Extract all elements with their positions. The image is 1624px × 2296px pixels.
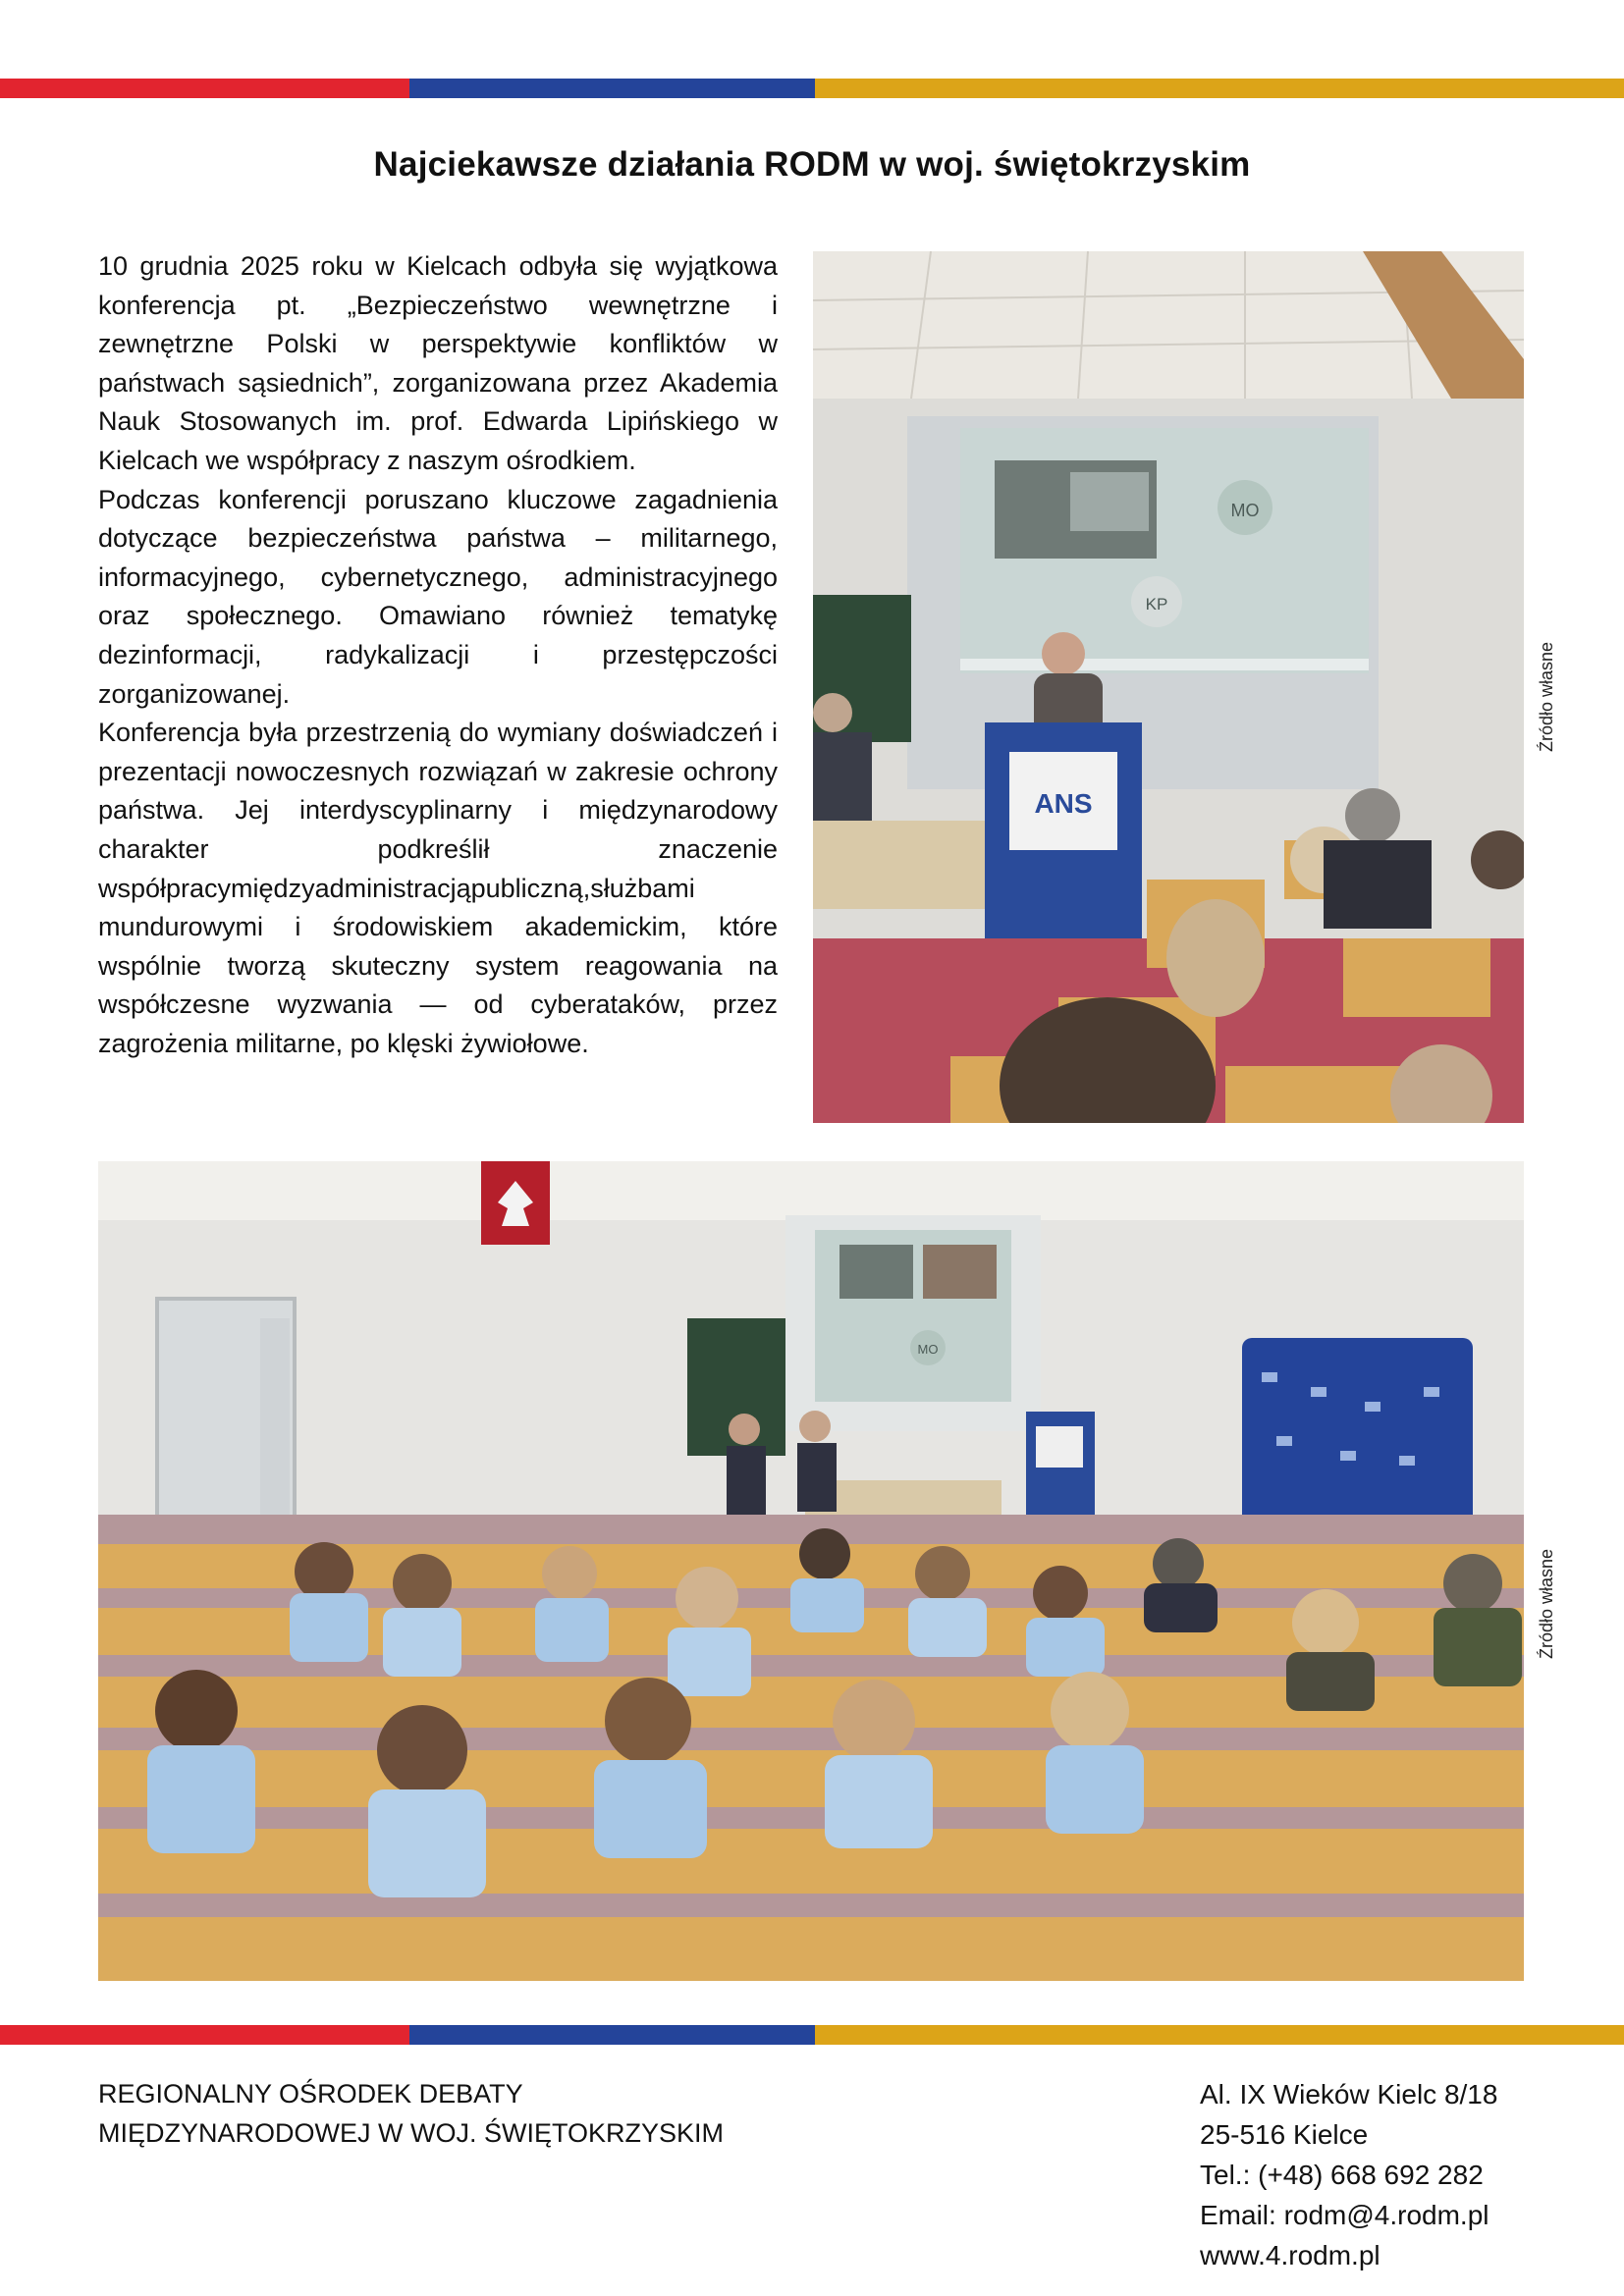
footer-contact (1200, 2074, 1497, 2275)
stripe-gold (815, 79, 1624, 98)
paragraph-2: Podczas konferencji poruszano kluczowe zagadnienia dotyczące bezpieczeństwa państwa – militarnego, informacyjnego, cybernetycznego, administracyjnego oraz społecznego. Omawiano również tematykę dezinformacji, radykalizacji i przestępczości zorganizowanej. (98, 484, 778, 709)
auditorium-screen-initials: MO (917, 1342, 939, 1357)
photo-credit-2: Źródło własne (1537, 1548, 1556, 1659)
org-name-line-1: REGIONALNY OŚRODEK DEBATY (98, 2079, 523, 2109)
contact-email[interactable]: Email: rodm@4.rodm.pl (1200, 2200, 1489, 2230)
stripe-blue (409, 79, 815, 98)
contact-website[interactable]: www.4.rodm.pl (1200, 2240, 1380, 2270)
screen-initials-mo: MO (1230, 501, 1260, 520)
speaker-photo-illustration (813, 251, 1524, 1123)
page-title: Najciekawsze działania RODM w woj. świętokrzyskim (373, 145, 1251, 184)
contact-address: Al. IX Wieków Kielc 8/18 (1200, 2079, 1498, 2109)
contact-phone: Tel.: (+48) 668 692 282 (1200, 2160, 1484, 2190)
photo-credit-1: Źródło własne (1537, 641, 1556, 752)
podium-logo-text: ANS (1034, 788, 1093, 819)
org-name-line-2: MIĘDZYNARODOWEJ W WOJ. ŚWIĘTOKRZYSKIM (98, 2118, 725, 2148)
contact-city: 25-516 Kielce (1200, 2119, 1369, 2150)
screen-initials-kp: KP (1145, 595, 1168, 614)
stripe-red (0, 79, 409, 98)
conference-speaker-photo (813, 251, 1524, 1123)
stripe-red (0, 2025, 409, 2045)
top-color-stripe (0, 79, 1624, 98)
paragraph-1: 10 grudnia 2025 roku w Kielcach odbyła się wyjątkowa konferencja pt. „Bezpieczeństwo wewnętrzne i zewnętrzne Polski w perspektywie konfliktów w państwach sąsiednich”, zorganizowana przez Akademia Nauk Stosowanych im. prof. Edwarda Lipińskiego w Kielcach we współpracy z naszym ośrodkiem. (98, 251, 778, 475)
bottom-color-stripe (0, 2025, 1624, 2045)
auditorium-photo (98, 1161, 1524, 1981)
auditorium-photo-illustration (98, 1161, 1524, 1981)
paragraph-3: Konferencja była przestrzenią do wymiany doświadczeń i prezentacji nowoczesnych rozwiązań w zakresie ochrony państwa. Jej interdyscyplinarny i międzynarodowy charakter podkreślił znaczenie współpracymiędzyadministracjąpubliczną,służbami mundurowymi i środowiskiem akademickim, które wspólnie tworzą skuteczny system reagowania na współczesne wyzwania — od cyberataków, przez zagrożenia militarne, po klęski żywiołowe. (98, 718, 778, 1058)
stripe-gold (815, 2025, 1624, 2045)
article-body (98, 247, 778, 1063)
stripe-blue (409, 2025, 815, 2045)
footer-organization (98, 2074, 724, 2153)
